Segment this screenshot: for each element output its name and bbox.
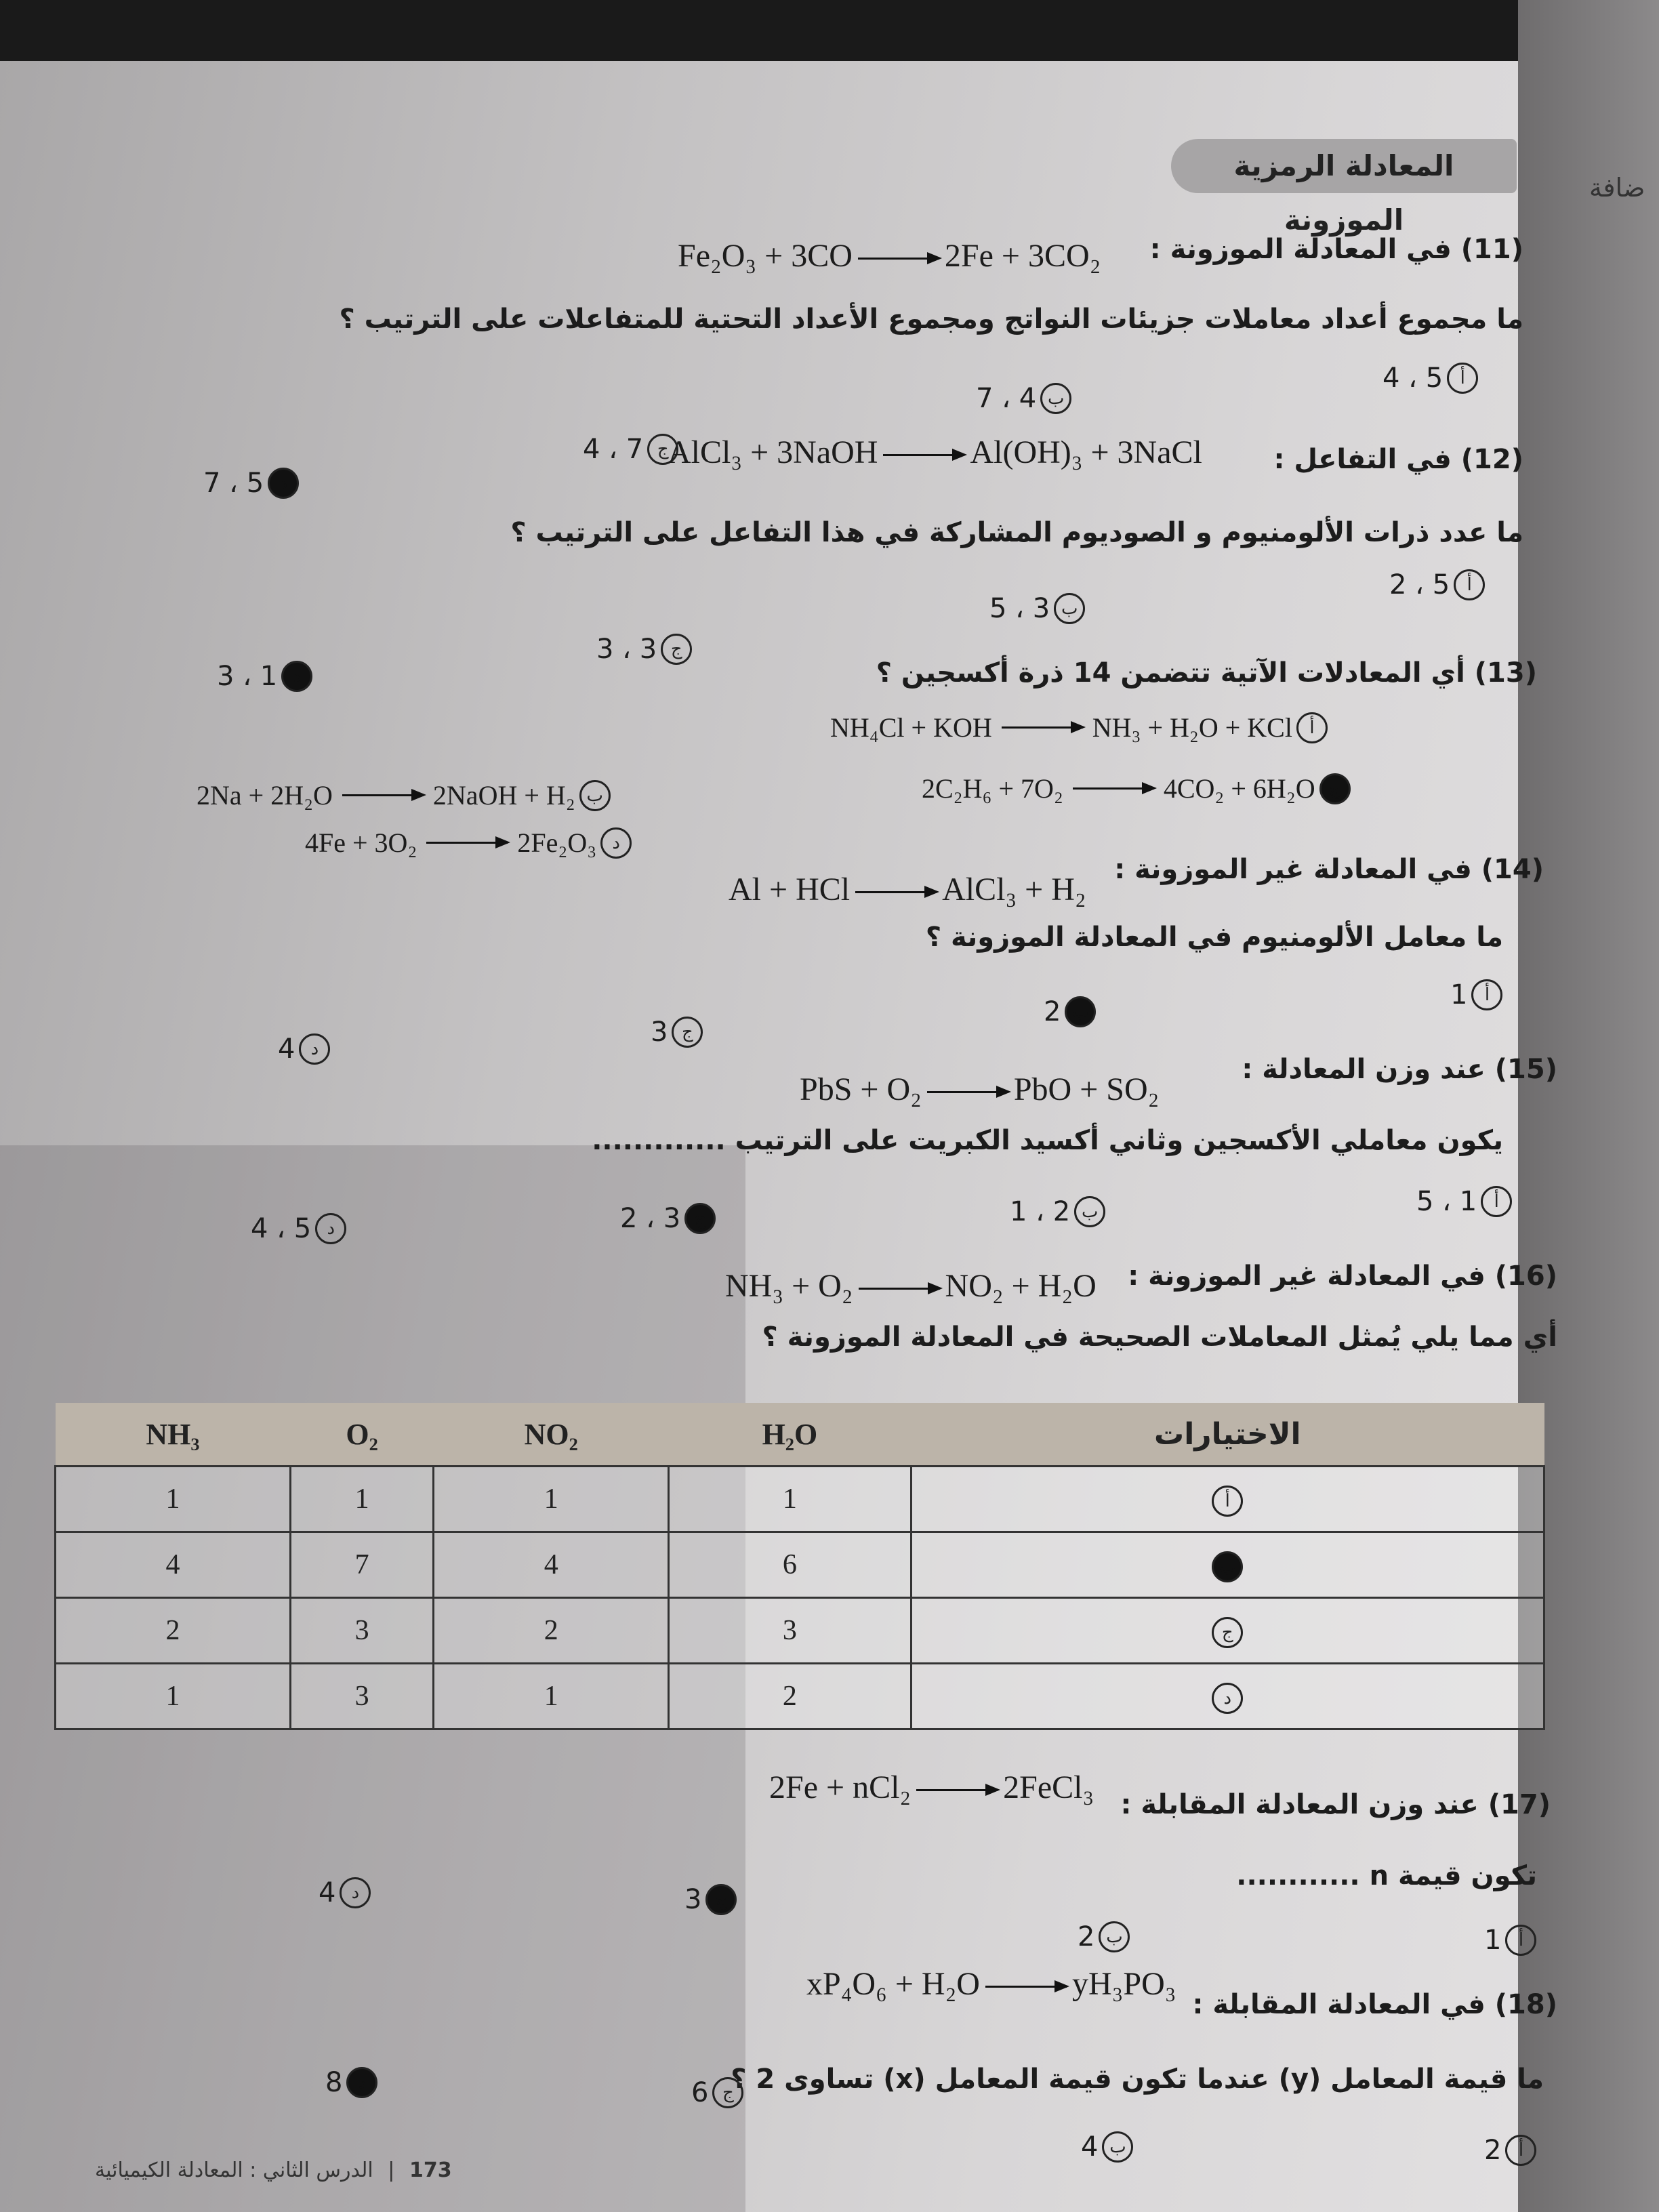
arrow-icon — [927, 1091, 1008, 1093]
q18-option-c[interactable]: 6 ج — [691, 2077, 743, 2108]
q14-equation: Al + HCl AlCl₃ + H₂ — [729, 872, 1086, 907]
footer-page-number: 173 — [409, 2158, 452, 2182]
option-b-selected-icon: ب — [1065, 996, 1096, 1027]
section-title: المعادلة الرمزية الموزونة — [1171, 139, 1517, 193]
arrow-icon — [985, 1986, 1067, 1988]
q12-option-c[interactable]: 3 ، 3 ج — [596, 634, 692, 665]
arrow-icon — [858, 258, 939, 260]
header-h2o: H₂O — [669, 1403, 911, 1467]
q11-option-c[interactable]: 4 ، 7 ج — [583, 434, 678, 465]
option-b-circle-icon: ب — [1099, 1921, 1130, 1952]
cell-no2: 1 — [434, 1467, 669, 1532]
q18-equation: xP₄O₆ + H₂O yH₃PO₃ — [806, 1966, 1176, 2002]
cell-choice[interactable] — [911, 1664, 1544, 1729]
adjacent-page-word: ضافة — [1589, 173, 1645, 203]
option-c-selected-icon: ج — [684, 1203, 716, 1234]
option-b-circle-icon: ب — [579, 780, 611, 811]
option-b-circle-icon: ب — [1054, 593, 1085, 624]
option-b-selected-icon[interactable]: ب — [1212, 1551, 1243, 1582]
q17-option-a[interactable]: 1 أ — [1484, 1925, 1536, 1956]
q14-option-d[interactable]: 4 د — [278, 1033, 330, 1065]
header-o2: O₂ — [291, 1403, 434, 1467]
header-nh3: NH₃ — [56, 1403, 291, 1467]
q17-text: تكون قيمة n ............ — [1236, 1860, 1537, 1891]
cell-o2: 3 — [291, 1598, 434, 1664]
arrow-icon — [883, 454, 964, 456]
q11-option-d[interactable]: 7 ، 5 د — [203, 468, 299, 499]
cell-h2o: 3 — [669, 1598, 911, 1664]
q12-option-d[interactable]: 3 ، 1 د — [217, 661, 312, 692]
q14-text: ما معامل الألومنيوم في المعادلة الموزونة ؟ — [925, 922, 1503, 953]
q15-option-a[interactable]: 5 ، 1 أ — [1416, 1186, 1512, 1217]
header-no2: NO₂ — [434, 1403, 669, 1467]
cell-choice[interactable] — [911, 1467, 1544, 1532]
option-a-circle-icon: أ — [1505, 2135, 1536, 2166]
header-choices: الاختيارات — [911, 1403, 1544, 1467]
option-b-circle-icon: ب — [1074, 1196, 1105, 1227]
table-row[interactable] — [56, 1664, 1544, 1729]
page-footer: 173 | الدرس الثاني : المعادلة الكيميائية — [95, 2158, 452, 2182]
cell-choice[interactable] — [911, 1598, 1544, 1664]
q16-text: أي مما يلي يُمثل المعاملات الصحيحة في المعادلة الموزونة ؟ — [762, 1322, 1557, 1353]
option-a-circle-icon: أ — [1481, 1186, 1512, 1217]
option-a-circle-icon[interactable]: أ — [1212, 1486, 1243, 1517]
option-c-circle-icon: ج — [672, 1017, 703, 1048]
q13-option-c[interactable]: 2C₂H₆ + 7O₂ 4CO₂ + 6H₂O ج — [922, 773, 1351, 804]
q17-equation: 2Fe + nCl₂ 2FeCl₃ — [769, 1769, 1094, 1805]
table-row[interactable] — [56, 1598, 1544, 1664]
footer-lesson-title: الدرس الثاني : المعادلة الكيميائية — [95, 2158, 373, 2182]
arrow-icon — [426, 842, 508, 844]
q18-option-d[interactable]: 8 د — [325, 2067, 377, 2098]
q14-label: (14) في المعادلة غير الموزونة : — [1114, 854, 1544, 885]
arrow-icon — [1073, 787, 1154, 790]
q11-option-b[interactable]: 7 ، 4 ب — [976, 383, 1071, 414]
option-c-circle-icon: ج — [712, 2077, 743, 2108]
q12-option-b[interactable]: 5 ، 3 ب — [989, 593, 1085, 624]
cell-o2: 7 — [291, 1532, 434, 1598]
q13-option-a[interactable]: NH₄Cl + KOH NH₃ + H₂O + KCl أ — [830, 712, 1328, 743]
option-c-selected-icon: ج — [705, 1884, 737, 1915]
option-d-circle-icon[interactable]: د — [1212, 1683, 1243, 1714]
option-d-selected-icon: د — [268, 468, 299, 499]
arrow-icon — [342, 794, 424, 796]
cell-o2: 1 — [291, 1467, 434, 1532]
cell-nh3: 1 — [56, 1467, 291, 1532]
cell-nh3: 1 — [56, 1664, 291, 1729]
q15-text: يكون معاملي الأكسجين وثاني أكسيد الكبريت على الترتيب ............. — [592, 1125, 1503, 1156]
cell-nh3: 4 — [56, 1532, 291, 1598]
q16-equation: NH₃ + O₂ NO₂ + H₂O — [725, 1268, 1097, 1304]
q13-label: (13) أي المعادلات الآتية تتضمن 14 ذرة أكسجين ؟ — [876, 657, 1537, 689]
cell-h2o: 6 — [669, 1532, 911, 1598]
arrow-icon — [1002, 726, 1083, 729]
q15-label: (15) عند وزن المعادلة : — [1242, 1054, 1557, 1085]
q13-option-b[interactable]: 2Na + 2H₂O 2NaOH + H₂ ب — [197, 779, 611, 811]
q12-equation: AlCl₃ + 3NaOH Al(OH)₃ + 3NaCl — [668, 434, 1202, 470]
arrow-icon — [916, 1789, 998, 1791]
option-a-circle-icon: أ — [1471, 979, 1502, 1010]
option-d-selected-icon: د — [346, 2067, 377, 2098]
table-header-row — [56, 1403, 1544, 1467]
q14-option-a[interactable]: 1 أ — [1450, 979, 1502, 1010]
option-a-circle-icon: أ — [1447, 363, 1478, 394]
q11-equation: Fe₂O₃ + 3CO 2Fe + 3CO₂ — [678, 238, 1101, 274]
q12-option-a[interactable]: 2 ، 5 أ — [1389, 569, 1485, 600]
option-d-selected-icon: د — [281, 661, 312, 692]
option-a-circle-icon: أ — [1454, 569, 1485, 600]
option-c-selected-icon: ج — [1319, 773, 1351, 804]
option-d-circle-icon: د — [315, 1213, 346, 1244]
q17-option-b[interactable]: 2 ب — [1078, 1921, 1130, 1952]
cell-nh3: 2 — [56, 1598, 291, 1664]
option-b-circle-icon: ب — [1102, 2131, 1133, 2163]
q17-option-c[interactable]: 3 ج — [684, 1884, 737, 1915]
option-a-circle-icon: أ — [1505, 1925, 1536, 1956]
option-d-circle-icon: د — [299, 1033, 330, 1065]
q15-option-b[interactable]: 1 ، 2 ب — [1010, 1196, 1105, 1227]
q15-option-c[interactable]: 2 ، 3 ج — [620, 1203, 716, 1234]
q11-label: (11) في المعادلة الموزونة : — [1149, 234, 1523, 265]
q11-option-a[interactable]: 4 ، 5 أ — [1382, 363, 1478, 394]
arrow-icon — [855, 891, 937, 893]
cell-h2o: 1 — [669, 1467, 911, 1532]
q16-label: (16) في المعادلة غير الموزونة : — [1128, 1261, 1557, 1292]
cell-no2: 1 — [434, 1664, 669, 1729]
adjacent-page-edge — [1518, 0, 1659, 2212]
q18-option-a[interactable]: 2 أ — [1484, 2135, 1536, 2166]
option-c-circle-icon: ج — [647, 434, 678, 465]
arrow-icon — [859, 1288, 940, 1290]
q18-option-b[interactable]: 4 ب — [1081, 2131, 1133, 2163]
option-c-circle-icon[interactable]: ج — [1212, 1617, 1243, 1648]
option-d-circle-icon: د — [600, 827, 632, 859]
q18-label: (18) في المعادلة المقابلة : — [1192, 1989, 1557, 2020]
cell-h2o: 2 — [669, 1664, 911, 1729]
cell-choice[interactable] — [911, 1532, 1544, 1598]
cell-no2: 4 — [434, 1532, 669, 1598]
option-d-circle-icon: د — [340, 1877, 371, 1908]
q11-text: ما مجموع أعداد معاملات جزيئات النواتج ومجموع الأعداد التحتية للمتفاعلات على الترتيب ؟ — [339, 304, 1523, 335]
option-a-circle-icon: أ — [1296, 712, 1328, 743]
option-c-circle-icon: ج — [661, 634, 692, 665]
q16-choices-table — [54, 1403, 1545, 1730]
q12-label: (12) في التفاعل : — [1273, 444, 1523, 475]
table-row[interactable] — [56, 1532, 1544, 1598]
cell-o2: 3 — [291, 1664, 434, 1729]
q15-option-d[interactable]: 4 ، 5 د — [251, 1213, 346, 1244]
q17-label: (17) عند وزن المعادلة المقابلة : — [1120, 1789, 1551, 1820]
q17-option-d[interactable]: 4 د — [319, 1877, 371, 1908]
q15-equation: PbS + O₂ PbO + SO₂ — [800, 1071, 1160, 1107]
cell-no2: 2 — [434, 1598, 669, 1664]
q13-option-d[interactable]: 4Fe + 3O₂ 2Fe₂O₃ د — [305, 827, 632, 859]
q14-option-c[interactable]: 3 ج — [651, 1017, 703, 1048]
option-b-circle-icon: ب — [1040, 383, 1071, 414]
q14-option-b[interactable]: 2 ب — [1044, 996, 1096, 1027]
table-row[interactable] — [56, 1467, 1544, 1532]
q18-text: ما قيمة المعامل (y) عندما تكون قيمة المعامل (x) تساوى 2 ؟ — [731, 2064, 1544, 2095]
q12-text: ما عدد ذرات الألومنيوم و الصوديوم المشاركة في هذا التفاعل على الترتيب ؟ — [510, 517, 1523, 548]
